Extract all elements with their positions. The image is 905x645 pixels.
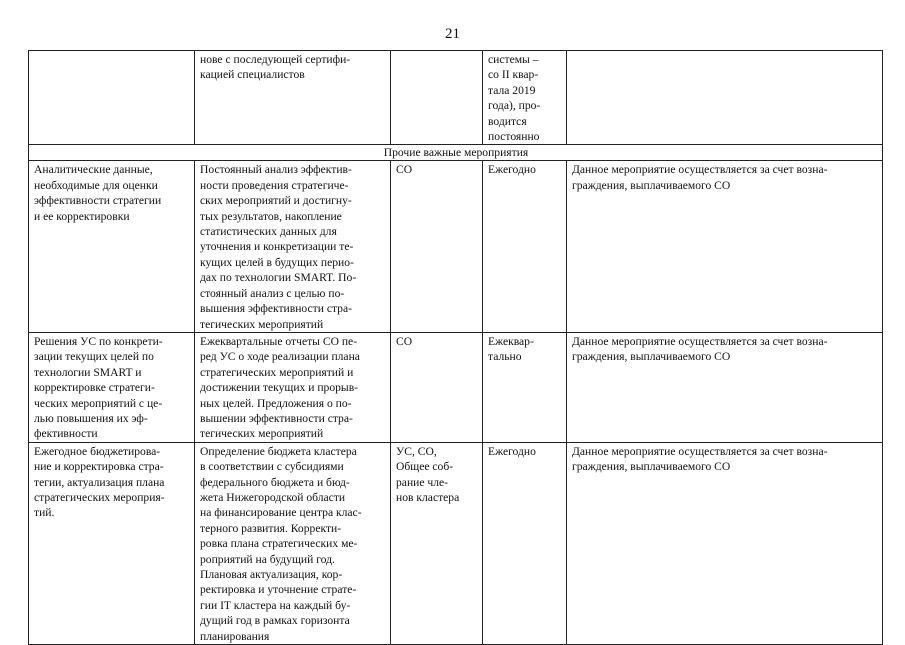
activity-cell: Постоянный анализ эффектив- ности проведения стратегиче- ских мероприятий и достигну- тых результатов, накопление статистических данных для уточнения и конкретизации те- кущих целей в будущих перио- дах по технологии SMART. По- стоянный анализ с целью по- вышения эффективности стра- тегических мероприятий (195, 161, 391, 332)
table-row (29, 332, 883, 442)
activity-cell: Ежеквартальные отчеты СО пе- ред УС о ходе реализации плана стратегических мероприятий и достижении текущих и прорыв- ных целей. Предложения о по- вышении эффективности стра- тегических мероприятий (195, 332, 391, 442)
task-cell: Ежегодное бюджетирова- ние и корректировка стра- тегии, актуализация плана стратегических мероприя- тий. (29, 442, 195, 644)
plan-table (28, 50, 883, 645)
table-row (29, 161, 883, 332)
table-row (29, 442, 883, 644)
page-number: 21 (445, 26, 460, 42)
funding-cell (567, 51, 883, 145)
activity-cell: нове с последующей сертифи- кацией специалистов (195, 51, 391, 145)
funding-cell: Данное мероприятие осуществляется за счет возна- граждения, выплачиваемого СО (567, 442, 883, 644)
task-cell: Решения УС по конкрети- зации текущих целей по технологии SMART и корректировке стратеги- ческих мероприятий с це- лью повышения их эф- фективности (29, 332, 195, 442)
term-cell: Ежегодно (483, 161, 567, 332)
responsible-cell (391, 51, 483, 145)
funding-cell: Данное мероприятие осуществляется за счет возна- граждения, выплачиваемого СО (567, 332, 883, 442)
responsible-cell: УС, СО, Общее соб- рание чле- нов кластера (391, 442, 483, 644)
task-cell: Аналитические данные, необходимые для оценки эффективности стратегии и ее корректировки (29, 161, 195, 332)
responsible-cell: СО (391, 332, 483, 442)
section-row (29, 145, 883, 161)
term-cell: Ежегодно (483, 442, 567, 644)
section-title: Прочие важные мероприятия (29, 145, 883, 161)
responsible-cell: СО (391, 161, 483, 332)
task-cell (29, 51, 195, 145)
term-cell: системы – со II квар- тала 2019 года), про- водится постоянно (483, 51, 567, 145)
table-row-continued (29, 51, 883, 145)
funding-cell: Данное мероприятие осуществляется за счет возна- граждения, выплачиваемого СО (567, 161, 883, 332)
term-cell: Ежеквар- тально (483, 332, 567, 442)
activity-cell: Определение бюджета кластера в соответствии с субсидиями федерального бюджета и бюд- жета Нижегородской области на финансирование центра клас- терного развития. Корректи- ровка плана стратегических ме- роприятий на будущий год. Плановая актуализация, кор- ректировка и уточнение страте- гии IT кластера на каждый бу- дущий год в рамках горизонта планирования (195, 442, 391, 644)
